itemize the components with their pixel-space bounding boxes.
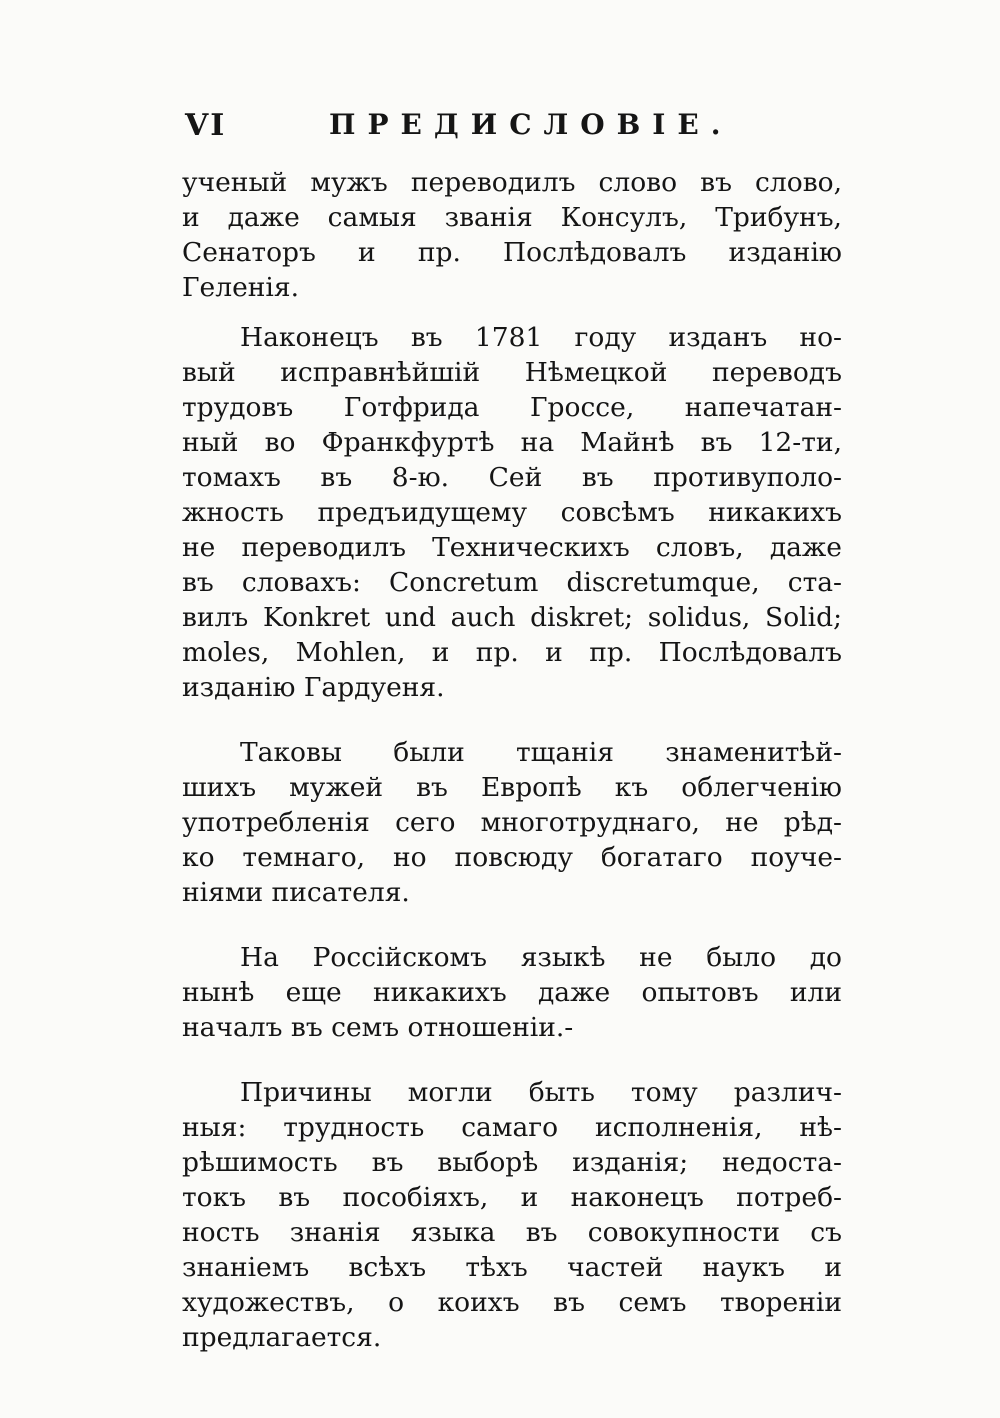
text-line: ко темнаго, но повсюду богатаго поуче- — [182, 842, 842, 873]
page-number: VI — [185, 108, 227, 143]
text-line: ученый мужъ переводилъ слово въ слово, — [182, 167, 842, 198]
text-line: токъ въ пособіяхъ, и наконецъ потреб- — [182, 1182, 842, 1213]
paragraph-2 — [182, 320, 842, 705]
text-line: Наконецъ въ 1781 году изданъ но- — [240, 322, 842, 353]
text-line: ность знанія языка въ совокупности съ — [182, 1217, 842, 1248]
text-line: изданію Гардуеня. — [182, 672, 445, 703]
text-line: рѣшимость въ выборѣ изданія; недоста- — [182, 1147, 842, 1178]
text-line: Сенаторъ и пр. Послѣдовалъ изданію — [182, 237, 842, 268]
page-header — [185, 108, 835, 150]
text-line: въ словахъ: Concretum discretumque, ста- — [182, 567, 842, 598]
text-line: жность предъидущему совсѣмъ никакихъ — [182, 497, 842, 528]
text-line: moles, Mohlen, и пр. и пр. Послѣдовалъ — [182, 637, 842, 668]
paragraph-5 — [182, 1075, 842, 1355]
text-line: вый исправнѣйшій Нѣмецкой переводъ — [182, 357, 842, 388]
text-line: предлагается. — [182, 1322, 382, 1353]
paragraph-3 — [182, 735, 842, 910]
text-line: ныя: трудность самаго исполненія, нѣ- — [182, 1112, 842, 1143]
text-line: Геленія. — [182, 272, 300, 303]
text-line: знаніемъ всѣхъ тѣхъ частей наукъ и — [182, 1252, 842, 1283]
text-line: употребленія сего многотруднаго, не рѣд- — [182, 807, 842, 838]
body-text — [182, 165, 842, 1370]
paragraph-4 — [182, 940, 842, 1045]
text-line: шихъ мужей въ Европѣ къ облегченію — [182, 772, 842, 803]
text-line: трудовъ Готфрида Гроссе, напечатан- — [182, 392, 842, 423]
text-line: началъ въ семъ отношеніи.- — [182, 1012, 574, 1043]
text-line: Таковы были тщанія знаменитѣй- — [240, 737, 842, 768]
text-line: вилъ Konkret und auch diskret; solidus, Solid; — [182, 602, 842, 633]
text-line: томахъ въ 8-ю. Сей въ противуполо- — [182, 462, 842, 493]
paragraph-1 — [182, 165, 842, 305]
text-line: Причины могли быть тому различ- — [240, 1077, 842, 1108]
text-line: не переводилъ Техническихъ словъ, даже — [182, 532, 842, 563]
running-title: ПРЕДИСЛОВІЕ. — [329, 108, 733, 141]
text-line: На Россійскомъ языкѣ не было до — [240, 942, 842, 973]
text-line: и даже самыя званія Консулъ, Трибунъ, — [182, 202, 842, 233]
text-line: ный во Франкфуртѣ на Майнѣ въ 12-ти, — [182, 427, 842, 458]
text-line: нынѣ еще никакихъ даже опытовъ или — [182, 977, 842, 1008]
text-line: ніями писателя. — [182, 877, 410, 908]
text-line: художествъ, о коихъ въ семъ твореніи — [182, 1287, 842, 1318]
